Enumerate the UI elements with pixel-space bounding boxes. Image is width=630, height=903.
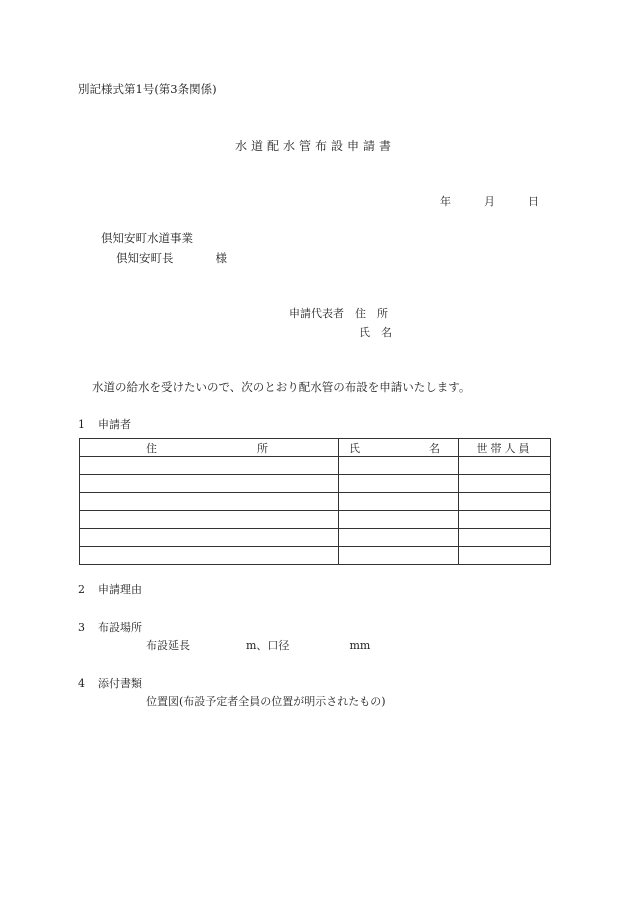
section-number: 1 [78, 418, 85, 431]
table-row [80, 475, 551, 493]
section-location [78, 619, 142, 635]
cell-address[interactable] [80, 529, 339, 547]
cell-household[interactable] [459, 547, 551, 565]
attachment-item: 位置図(布設予定者全員の位置が明示されたもの) [146, 695, 386, 708]
section-label: 添付書類 [98, 677, 142, 690]
table-row [80, 529, 551, 547]
header-name-left: 氏 [349, 441, 360, 455]
header-name [339, 439, 459, 457]
section-number: 4 [78, 677, 85, 690]
cell-address[interactable] [80, 547, 339, 565]
document-title: 水道配水管布設申請書 [234, 139, 395, 153]
section-label: 申請理由 [98, 583, 142, 596]
cell-address[interactable] [80, 457, 339, 475]
pipe-length-label: 布設延長 [146, 639, 190, 652]
table-row [80, 457, 551, 475]
cell-name[interactable] [339, 475, 459, 493]
table-row [80, 493, 551, 511]
representative-address-line [289, 305, 388, 321]
date-month: 月 [484, 195, 495, 208]
representative-name-label: 氏 名 [359, 326, 392, 339]
cell-household[interactable] [459, 511, 551, 529]
addressee-organization: 倶知安町水道事業 [101, 231, 193, 245]
header-name-right: 名 [429, 441, 440, 455]
pipe-diameter-unit: mm [349, 639, 371, 652]
representative-label: 申請代表者 [289, 307, 344, 320]
section-number: 3 [78, 621, 85, 634]
representative-name-line [359, 324, 392, 340]
cell-name[interactable] [339, 493, 459, 511]
representative-address-label: 住 所 [355, 307, 388, 320]
addressee-honorific: 様 [215, 251, 227, 265]
cell-household[interactable] [459, 493, 551, 511]
section-reason [78, 581, 142, 597]
header-address-right: 所 [257, 441, 268, 455]
table-header-row [80, 439, 551, 457]
header-address-left: 住 [146, 441, 157, 455]
header-address [80, 439, 339, 457]
addressee-head-title: 倶知安町長 [116, 251, 174, 265]
date-line [440, 193, 539, 209]
section-label: 布設場所 [98, 621, 142, 634]
date-day: 日 [528, 195, 539, 208]
cell-address[interactable] [80, 511, 339, 529]
applicant-table [79, 438, 551, 565]
application-statement: 水道の給水を受けたいので、次のとおり配水管の布設を申請いたします。 [92, 380, 471, 394]
pipe-length-unit: m、口径 [246, 639, 290, 652]
section-applicant [78, 416, 131, 432]
section-attachments [78, 675, 142, 691]
cell-name[interactable] [339, 511, 459, 529]
section-label: 申請者 [98, 418, 131, 431]
addressee-head [116, 250, 227, 266]
cell-household[interactable] [459, 457, 551, 475]
cell-name[interactable] [339, 457, 459, 475]
form-reference: 別記様式第1号(第3条関係) [78, 82, 217, 96]
cell-household[interactable] [459, 475, 551, 493]
table-row [80, 511, 551, 529]
date-year: 年 [440, 195, 451, 208]
cell-name[interactable] [339, 529, 459, 547]
cell-household[interactable] [459, 529, 551, 547]
header-household: 世帯人員 [459, 439, 551, 457]
location-detail-line [146, 637, 370, 653]
table-row [80, 547, 551, 565]
cell-address[interactable] [80, 475, 339, 493]
section-number: 2 [78, 583, 85, 596]
cell-name[interactable] [339, 547, 459, 565]
cell-address[interactable] [80, 493, 339, 511]
